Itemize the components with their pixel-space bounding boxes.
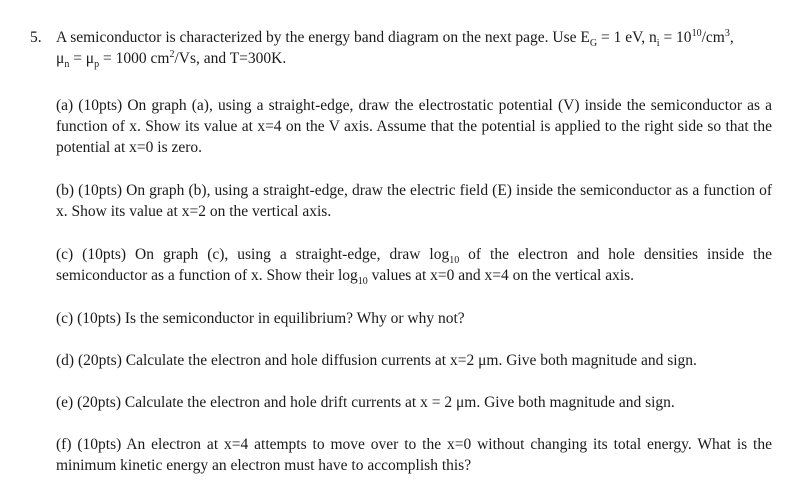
question-part-f: (f) (10pts) An electron at x=4 attempts to move over to the x=0 without changing its total energy. What is the minimum kinetic energy an electron must have to accomplish this? — [56, 436, 772, 474]
superscript-2: 2 — [169, 48, 175, 60]
part-c-text: values at x=0 and x=4 on the vertical axis. — [367, 267, 635, 284]
subscript-10: 10 — [449, 255, 460, 267]
question-part-a: (a) (10pts) On graph (a), using a straight-edge, draw the electrostatic potential (V) inside the semiconductor as a function of x. Show its value at x=4 on the V axis. Assume that the potential is applied to the right side so that the potential at x=0 is zero. — [56, 97, 772, 156]
intro-text: = 1000 cm — [99, 50, 170, 67]
subscript-i: i — [656, 38, 660, 50]
question-part-d: (d) (20pts) Calculate the electron and hole diffusion currents at x=2 μm. Give both magnitude and sign. — [56, 352, 697, 369]
problem-number: 5. — [30, 29, 42, 46]
intro-text: μ — [56, 50, 65, 67]
intro-text: = 1 eV, n — [597, 29, 657, 46]
superscript-10: 10 — [691, 27, 702, 39]
intro-text: /cm — [701, 29, 725, 46]
intro-text: = 10 — [659, 29, 692, 46]
question-part-c-equilibrium: (c) (10pts) Is the semiconductor in equilibrium? Why or why not? — [56, 310, 465, 327]
question-part-b: (b) (10pts) On graph (b), using a straight-edge, draw the electric field (E) inside the semiconductor as a function of x. Show its value at x=2 on the vertical axis. — [56, 182, 772, 220]
intro-text: , — [729, 29, 734, 46]
intro-text: /Vs, and T=300K. — [174, 50, 287, 67]
subscript-10: 10 — [357, 276, 368, 288]
part-c-text: (c) (10pts) On graph (c), using a straight-edge, draw log — [56, 246, 450, 263]
intro-text: A semiconductor is characterized by the energy band diagram on the next page. Use E — [56, 29, 590, 46]
part-c-text: of the electron and hole densities inside the semiconductor as a function of x. Show their log — [56, 246, 772, 284]
question-part-c-graph — [56, 244, 772, 286]
question-part-e: (e) (20pts) Calculate the electron and hole drift currents at x = 2 μm. Give both magnitude and sign. — [56, 394, 675, 411]
intro-line-1 — [56, 27, 786, 48]
superscript-3: 3 — [724, 27, 730, 39]
problem-intro — [56, 27, 786, 69]
intro-line-2 — [56, 48, 786, 69]
subscript-n: n — [64, 59, 70, 71]
intro-text: = μ — [69, 50, 95, 67]
subscript-p: p — [94, 59, 100, 71]
subscript-g: G — [589, 38, 598, 50]
